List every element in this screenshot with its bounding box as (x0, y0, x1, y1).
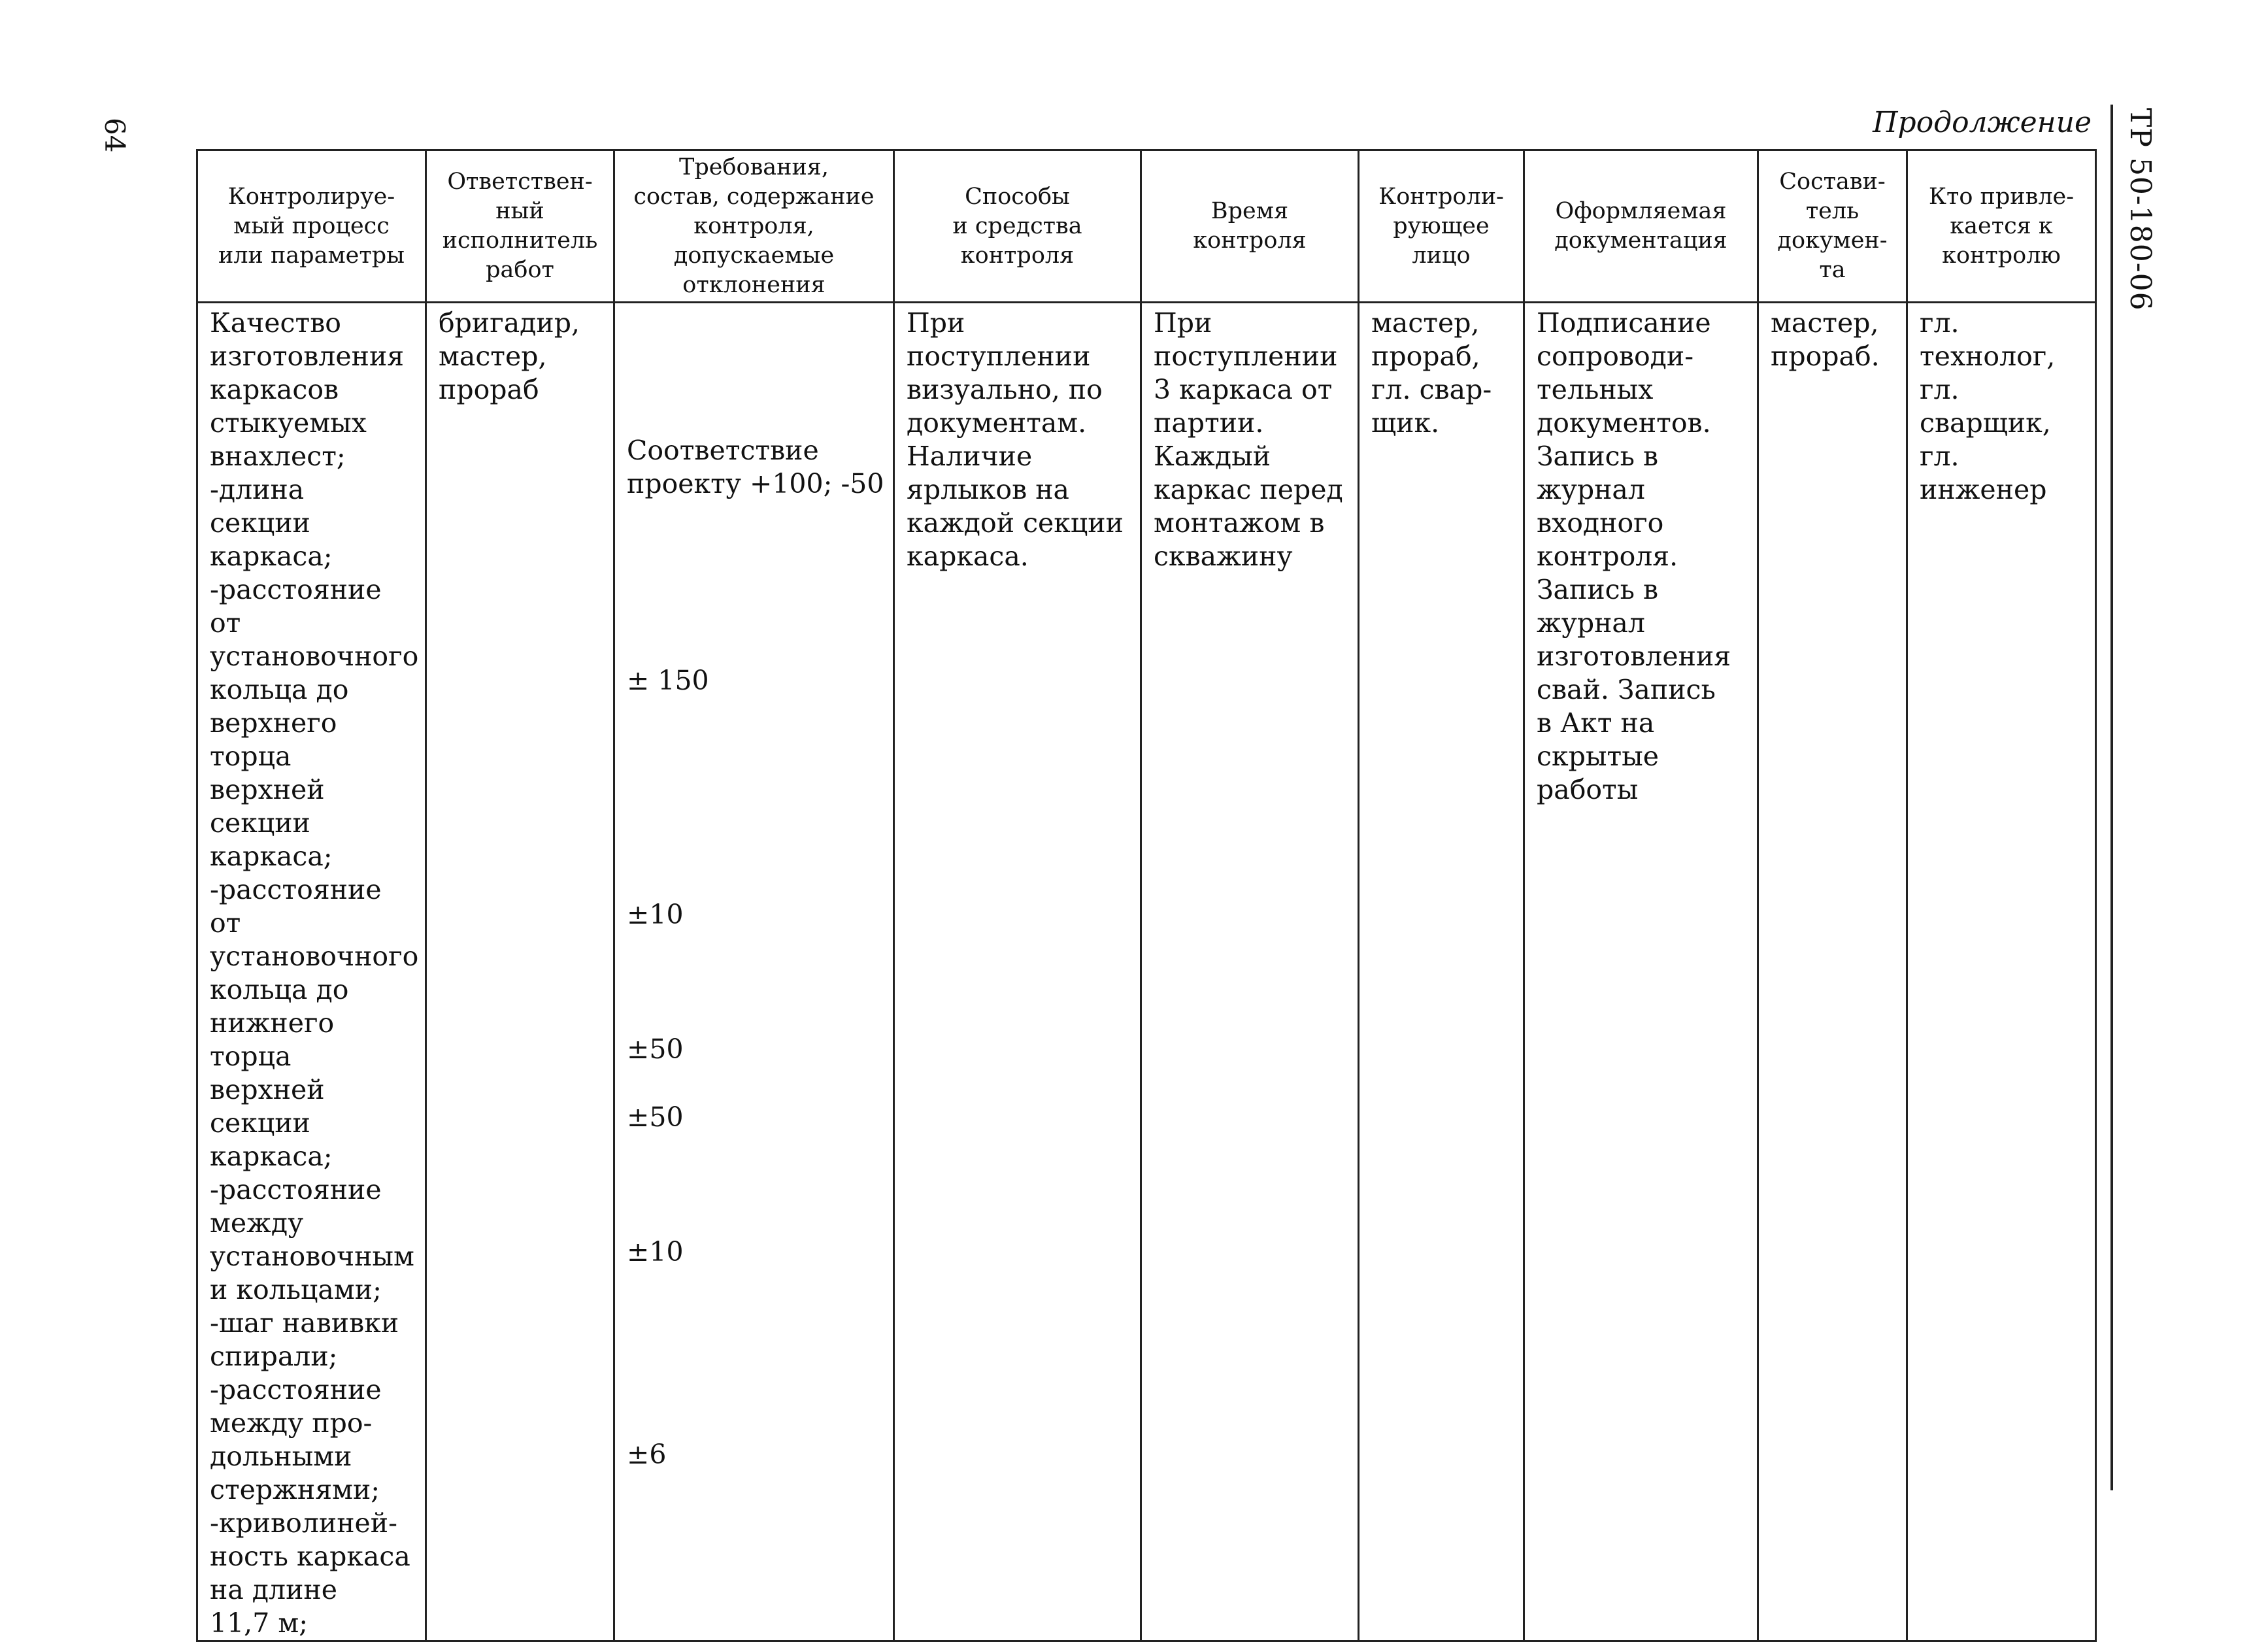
cell-executor: бригадир, мастер, прораб (426, 303, 614, 1641)
continuation-label: Продолжение (1873, 106, 2092, 139)
control-table (196, 149, 2097, 1642)
cell-methods: При поступлении визуально, по документам. Наличие ярлыков на каждой секции каркаса. (894, 303, 1141, 1641)
header-methods: Способы и средства контроля (894, 150, 1141, 303)
tolerance-6: ±6 (627, 1439, 667, 1470)
tolerance-2: ±10 (627, 899, 684, 930)
cell-involved: гл. технолог, гл. сварщик, гл. инженер (1907, 303, 2096, 1641)
header-requirements: Требования, состав, содержание контроля, допускаемые отклонения (614, 150, 894, 303)
cell-controller: мастер, прораб, гл. свар- щик. (1359, 303, 1524, 1641)
document-code: ТР 50-180-06 (2124, 108, 2157, 311)
cell-time: При поступлении 3 каркаса от партии. Каждый каркас перед монтажом в скважину (1141, 303, 1359, 1641)
tolerance-3: ±50 (627, 1033, 684, 1065)
table-row (197, 303, 2096, 1641)
cell-documentation: Подписание сопроводи- тельных документов. Запись в журнал входного контроля. Запись в журнал изготовления свай. Запись в Акт на скрытые работы (1524, 303, 1758, 1641)
header-compiler: Состави- тель докумен- та (1758, 150, 1907, 303)
header-documentation: Оформляемая документация (1524, 150, 1758, 303)
requirement-main: Соответствие проекту +100; -50 (627, 435, 884, 499)
header-controller: Контроли- рующее лицо (1359, 150, 1524, 303)
header-process: Контролируе- мый процесс или параметры (197, 150, 426, 303)
page-number: 64 (99, 118, 131, 153)
header-executor: Ответствен- ный исполнитель работ (426, 150, 614, 303)
margin-rule (2110, 105, 2113, 1490)
cell-process: Качество изготовления каркасов стыкуемых внахлест; -длина секции каркаса; -расстояние от установочного кольца до верхнего торца верхней секции каркаса; -расстояние от установочного кольца до нижнего торца верхней секции каркаса; -расстояние между установочным и кольцами; -шаг навивки спирали; -расстояние между про- дольными стержнями; -криволиней- ность каркаса на длине 11,7 м; (197, 303, 426, 1641)
header-involved: Кто привле- кается к контролю (1907, 150, 2096, 303)
header-time: Время контроля (1141, 150, 1359, 303)
cell-compiler: мастер, прораб. (1758, 303, 1907, 1641)
tolerance-1: ± 150 (627, 665, 709, 696)
cell-requirements (614, 303, 894, 1641)
tolerance-5: ±10 (627, 1236, 684, 1267)
tolerance-4: ±50 (627, 1101, 684, 1133)
table-header-row (197, 150, 2096, 303)
